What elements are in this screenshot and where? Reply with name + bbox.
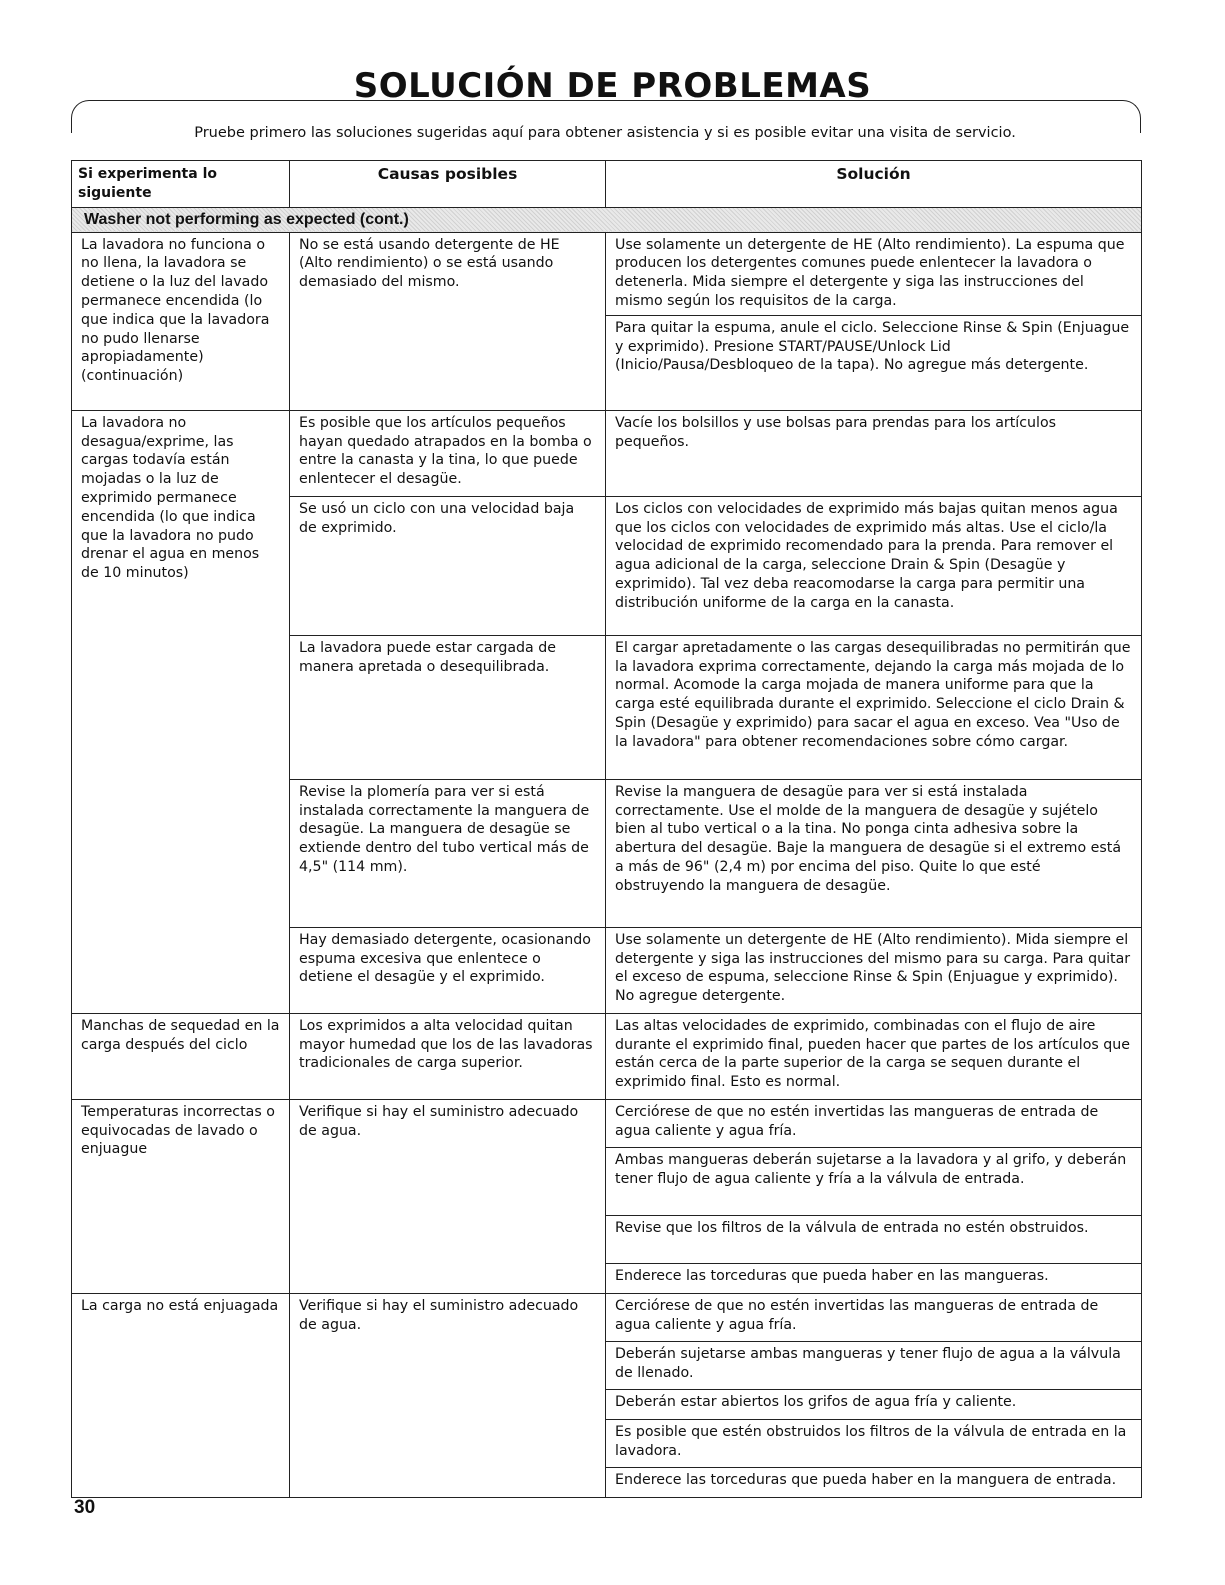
section-banner: Washer not performing as expected (cont.) [72, 207, 1142, 232]
symptom-cell: La carga no está enjuagada [72, 1293, 290, 1497]
cause-cell: La lavadora puede estar cargada de manera apretada o desequilibrada. [290, 635, 606, 779]
table-row [72, 1293, 1142, 1341]
solution-cell: Las altas velocidades de exprimido, combinadas con el flujo de aire durante el exprimido final, pueden hacer que partes de los artículos que están cerca de la parte superior de la carga se sequen durante el exprimido final. Esto es normal. [606, 1013, 1142, 1099]
solution-cell: El cargar apretadamente o las cargas desequilibradas no permitirán que la lavadora exprima correctamente, dejando la carga más mojada de lo normal. Acomode la carga mojada de manera uniforme para que la carga esté equilibrada durante el exprimido. Seleccione el ciclo Drain & Spin (Desagüe y exprimido) para sacar el agua en exceso. Vea "Uso de la lavadora" para obtener recomendaciones sobre cómo cargar. [606, 635, 1142, 779]
solution-cell: Use solamente un detergente de HE (Alto rendimiento). Mida siempre el detergente y siga las instrucciones del mismo para su carga. Para quitar el exceso de espuma, seleccione Rinse & Spin (Enjuague y exprimido). No agregue detergente. [606, 927, 1142, 1013]
page-title: SOLUCIÓN DE PROBLEMAS [353, 66, 872, 106]
page-number: 30 [74, 1497, 96, 1518]
solution-cell: Revise la manguera de desagüe para ver si está instalada correctamente. Use el molde de la manguera de desagüe y sujételo bien al tubo vertical o a la tina. No ponga cinta adhesiva sobre la abertura del desagüe. Baje la manguera de desagüe si el extremo está a más de 96" (2,4 m) por encima del piso. Quite lo que esté obstruyendo la manguera de desagüe. [606, 779, 1142, 927]
solution-cell: Para quitar la espuma, anule el ciclo. Seleccione Rinse & Spin (Enjuague y exprimido). Presione START/PAUSE/Unlock Lid (Inicio/Pausa/Desbloqueo de la tapa). No agregue más detergente. [606, 315, 1142, 410]
cause-cell: No se está usando detergente de HE (Alto rendimiento) o se está usando demasiado del mismo. [290, 232, 606, 410]
symptom-cell: La lavadora no desagua/exprime, las cargas todavía están mojadas o la luz de exprimido permanece encendida (lo que indica que la lavadora no pudo drenar el agua en menos de 10 minutos) [72, 410, 290, 1013]
table-row [72, 232, 1142, 315]
solution-cell: Cerciórese de que no estén invertidas las mangueras de entrada de agua caliente y agua fría. [606, 1293, 1142, 1341]
cause-cell: Se usó un ciclo con una velocidad baja de exprimido. [290, 496, 606, 635]
cause-cell: Revise la plomería para ver si está instalada correctamente la manguera de desagüe. La manguera de desagüe se extiende dentro del tubo vertical más de 4,5" (114 mm). [290, 779, 606, 927]
solution-cell: Los ciclos con velocidades de exprimido más bajas quitan menos agua que los ciclos con velocidades de exprimido más altas. Use el ciclo/la velocidad de exprimido recomendado para la prenda. Para remover el agua adicional de la carga, seleccione Drain & Spin (Desagüe y exprimido). Tal vez deba reacomodarse la carga para permitir una distribución uniforme de la carga en la canasta. [606, 496, 1142, 635]
cause-cell: Verifique si hay el suministro adecuado de agua. [290, 1099, 606, 1293]
solution-cell: Enderece las torceduras que pueda haber en la manguera de entrada. [606, 1467, 1142, 1497]
header-symptom: Si experimenta lo siguiente [72, 161, 290, 208]
solution-cell: Deberán sujetarse ambas mangueras y tener flujo de agua a la válvula de llenado. [606, 1341, 1142, 1389]
intro-text: Pruebe primero las soluciones sugeridas aquí para obtener asistencia y si es posible evitar una visita de servicio. [194, 125, 1016, 141]
table-row [72, 1013, 1142, 1099]
cause-cell: Verifique si hay el suministro adecuado de agua. [290, 1293, 606, 1497]
section-row [72, 207, 1142, 232]
solution-cell: Revise que los filtros de la válvula de entrada no estén obstruidos. [606, 1215, 1142, 1263]
solution-cell: Cerciórese de que no estén invertidas las mangueras de entrada de agua caliente y agua fría. [606, 1099, 1142, 1147]
symptom-cell: Manchas de sequedad en la carga después del ciclo [72, 1013, 290, 1099]
header-solution: Solución [606, 161, 1142, 208]
header-row [72, 161, 1142, 208]
solution-cell: Ambas mangueras deberán sujetarse a la lavadora y al grifo, y deberán tener flujo de agua caliente y fría a la válvula de entrada. [606, 1147, 1142, 1215]
troubleshooting-table [71, 160, 1142, 1498]
table-row [72, 410, 1142, 496]
header-cause: Causas posibles [290, 161, 606, 208]
solution-cell: Use solamente un detergente de HE (Alto rendimiento). La espuma que producen los detergentes comunes puede enlentecer la lavadora o detenerla. Mida siempre el detergente y siga las instrucciones del mismo según los requisitos de la carga. [606, 232, 1142, 315]
cause-cell: Es posible que los artículos pequeños hayan quedado atrapados en la bomba o entre la canasta y la tina, lo que puede enlentecer el desagüe. [290, 410, 606, 496]
cause-cell: Los exprimidos a alta velocidad quitan mayor humedad que los de las lavadoras tradicionales de carga superior. [290, 1013, 606, 1099]
table-row [72, 1099, 1142, 1147]
solution-cell: Enderece las torceduras que pueda haber en las mangueras. [606, 1263, 1142, 1293]
solution-cell: Es posible que estén obstruidos los filtros de la válvula de entrada en la lavadora. [606, 1419, 1142, 1467]
cause-cell: Hay demasiado detergente, ocasionando espuma excesiva que enlentece o detiene el desagüe y el exprimido. [290, 927, 606, 1013]
solution-cell: Vacíe los bolsillos y use bolsas para prendas para los artículos pequeños. [606, 410, 1142, 496]
symptom-cell: Temperaturas incorrectas o equivocadas de lavado o enjuague [72, 1099, 290, 1293]
symptom-cell: La lavadora no funciona o no llena, la lavadora se detiene o la luz del lavado permanece encendida (lo que indica que la lavadora no pudo llenarse apropiadamente) (continuación) [72, 232, 290, 410]
solution-cell: Deberán estar abiertos los grifos de agua fría y caliente. [606, 1389, 1142, 1419]
